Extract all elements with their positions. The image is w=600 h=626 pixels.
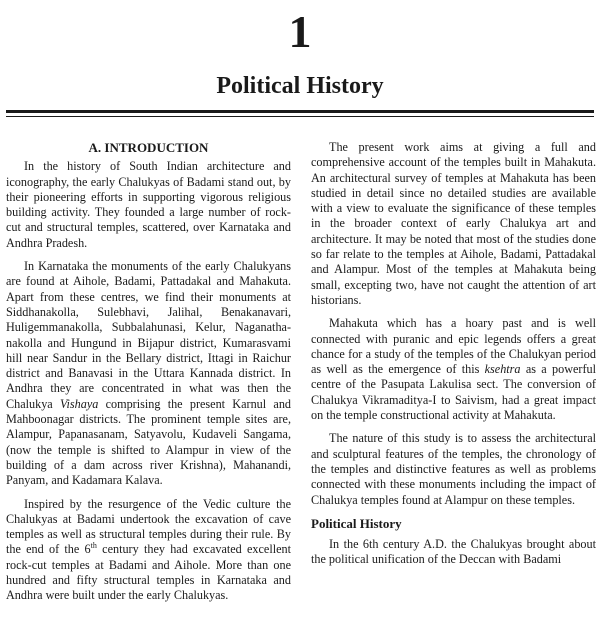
paragraph-mahakuta-part-a: Mahakuta which has a hoary past and is well connected with puranic and epic legends offers a great chance for a study of the temples of the Chalukyan period as well as the emergence of this: [311, 316, 596, 377]
superscript-th: th: [90, 541, 97, 551]
paragraph-intro-3: [6, 497, 291, 604]
paragraph-aims: The present work aims at giving a full and comprehensive account of the temples built in Mahakuta. An architectural survey of temples at Mahakuta has been studied in detail since no detailed studies are available with a view to evaluate the significance of these temples in the broader context of early Chalukya art and architecture. It may be noted that most of the studies done so far relate to the temples at Aihole, Badami, Pattadakal and Alampur. Most of the temples at Mahakuta being small, excepting two, have not caught the attention of art historians.: [311, 140, 596, 307]
paragraph-intro-2: [6, 259, 291, 488]
term-vishaya: Vishaya: [59, 396, 99, 411]
section-heading-introduction: A. INTRODUCTION: [88, 140, 209, 155]
chapter-title: Political History: [216, 73, 384, 99]
paragraph-political-history: In the 6th century A.D. the Chalukyas brought about the political unification of the Deccan with Badami: [311, 537, 596, 567]
paragraph-mahakuta: [311, 316, 596, 423]
left-column: [6, 140, 291, 612]
paragraph-intro-2-part-b: comprising the present Karnul and Mahboonagar districts. The prominent temple sites are, Alampur, Papanasanam, Satyavolu, Kudaveli Sangama, (now the temple is shifted to Alampur in view of the building of a dam across river Krishna), Mahanandi, Panyam, and Kadamara Kalava.: [6, 396, 292, 488]
paragraph-intro-3-part-a: Inspired by the resurgence of the Vedic culture the Chalukyas at Badami undertook the excavation of cave temples as well as structural temples during their rule. By the end of the 6: [6, 496, 291, 557]
chapter-number: 1: [288, 6, 312, 57]
title-rule-thin: [6, 116, 594, 117]
paragraph-intro-1: In the history of South Indian architecture and iconography, the early Chalukyas of Badami stand out, by their pioneering efforts in supporting vigorous religious building activity. They founded a large number of rock-cut and structural temples, scattered, over Karnataka and Andhra Pradesh.: [6, 159, 291, 250]
title-rule-thick: [6, 110, 594, 113]
section-heading-political-history: Political History: [311, 515, 402, 531]
paragraph-nature-of-study: The nature of this study is to assess the architectural and sculptural features of the temples, the chronology of the temples and distinctive features as well as problems connected with these monuments including the impact of Chalukya temples found at Alampur on these temples.: [311, 431, 596, 507]
paragraph-mahakuta-part-b: as a powerful centre of the Pasupata Lakulisa sect. The conversion of Chalukya Vikramaditya-I to Saivism, had a great impact on the temple constructional activity at Mahakuta.: [311, 362, 597, 423]
paragraph-intro-3-part-b: century they had excavated excellent rock-cut temples at Badami and Aihole. More than one hundred and fifty structural temples in Karnataka and Andhra were built under the early Chalukyas.: [6, 542, 292, 603]
paragraph-intro-2-part-a: In Karnataka the monuments of the early Chalukyans are found at Aihole, Badami, Pattadakal and Mahakuta. Apart from these centres, we find their monuments at Siddhanakolla, Sulebhavi, Jalihal, Benakanavari, Huligemmanakolla, Subbalahunasi, Kelur, Naganatha-nakolla and Hungund in Bijapur district, Kumarasvami hill near Sandur in the Bellary district, Ittagi in Raichur district and Banavasi in the Uttara Kannada district. In Andhra they are concentrated in what was then the Chalukya: [6, 259, 291, 411]
term-ksehtra: ksehtra: [484, 362, 521, 377]
right-column: [311, 140, 596, 576]
